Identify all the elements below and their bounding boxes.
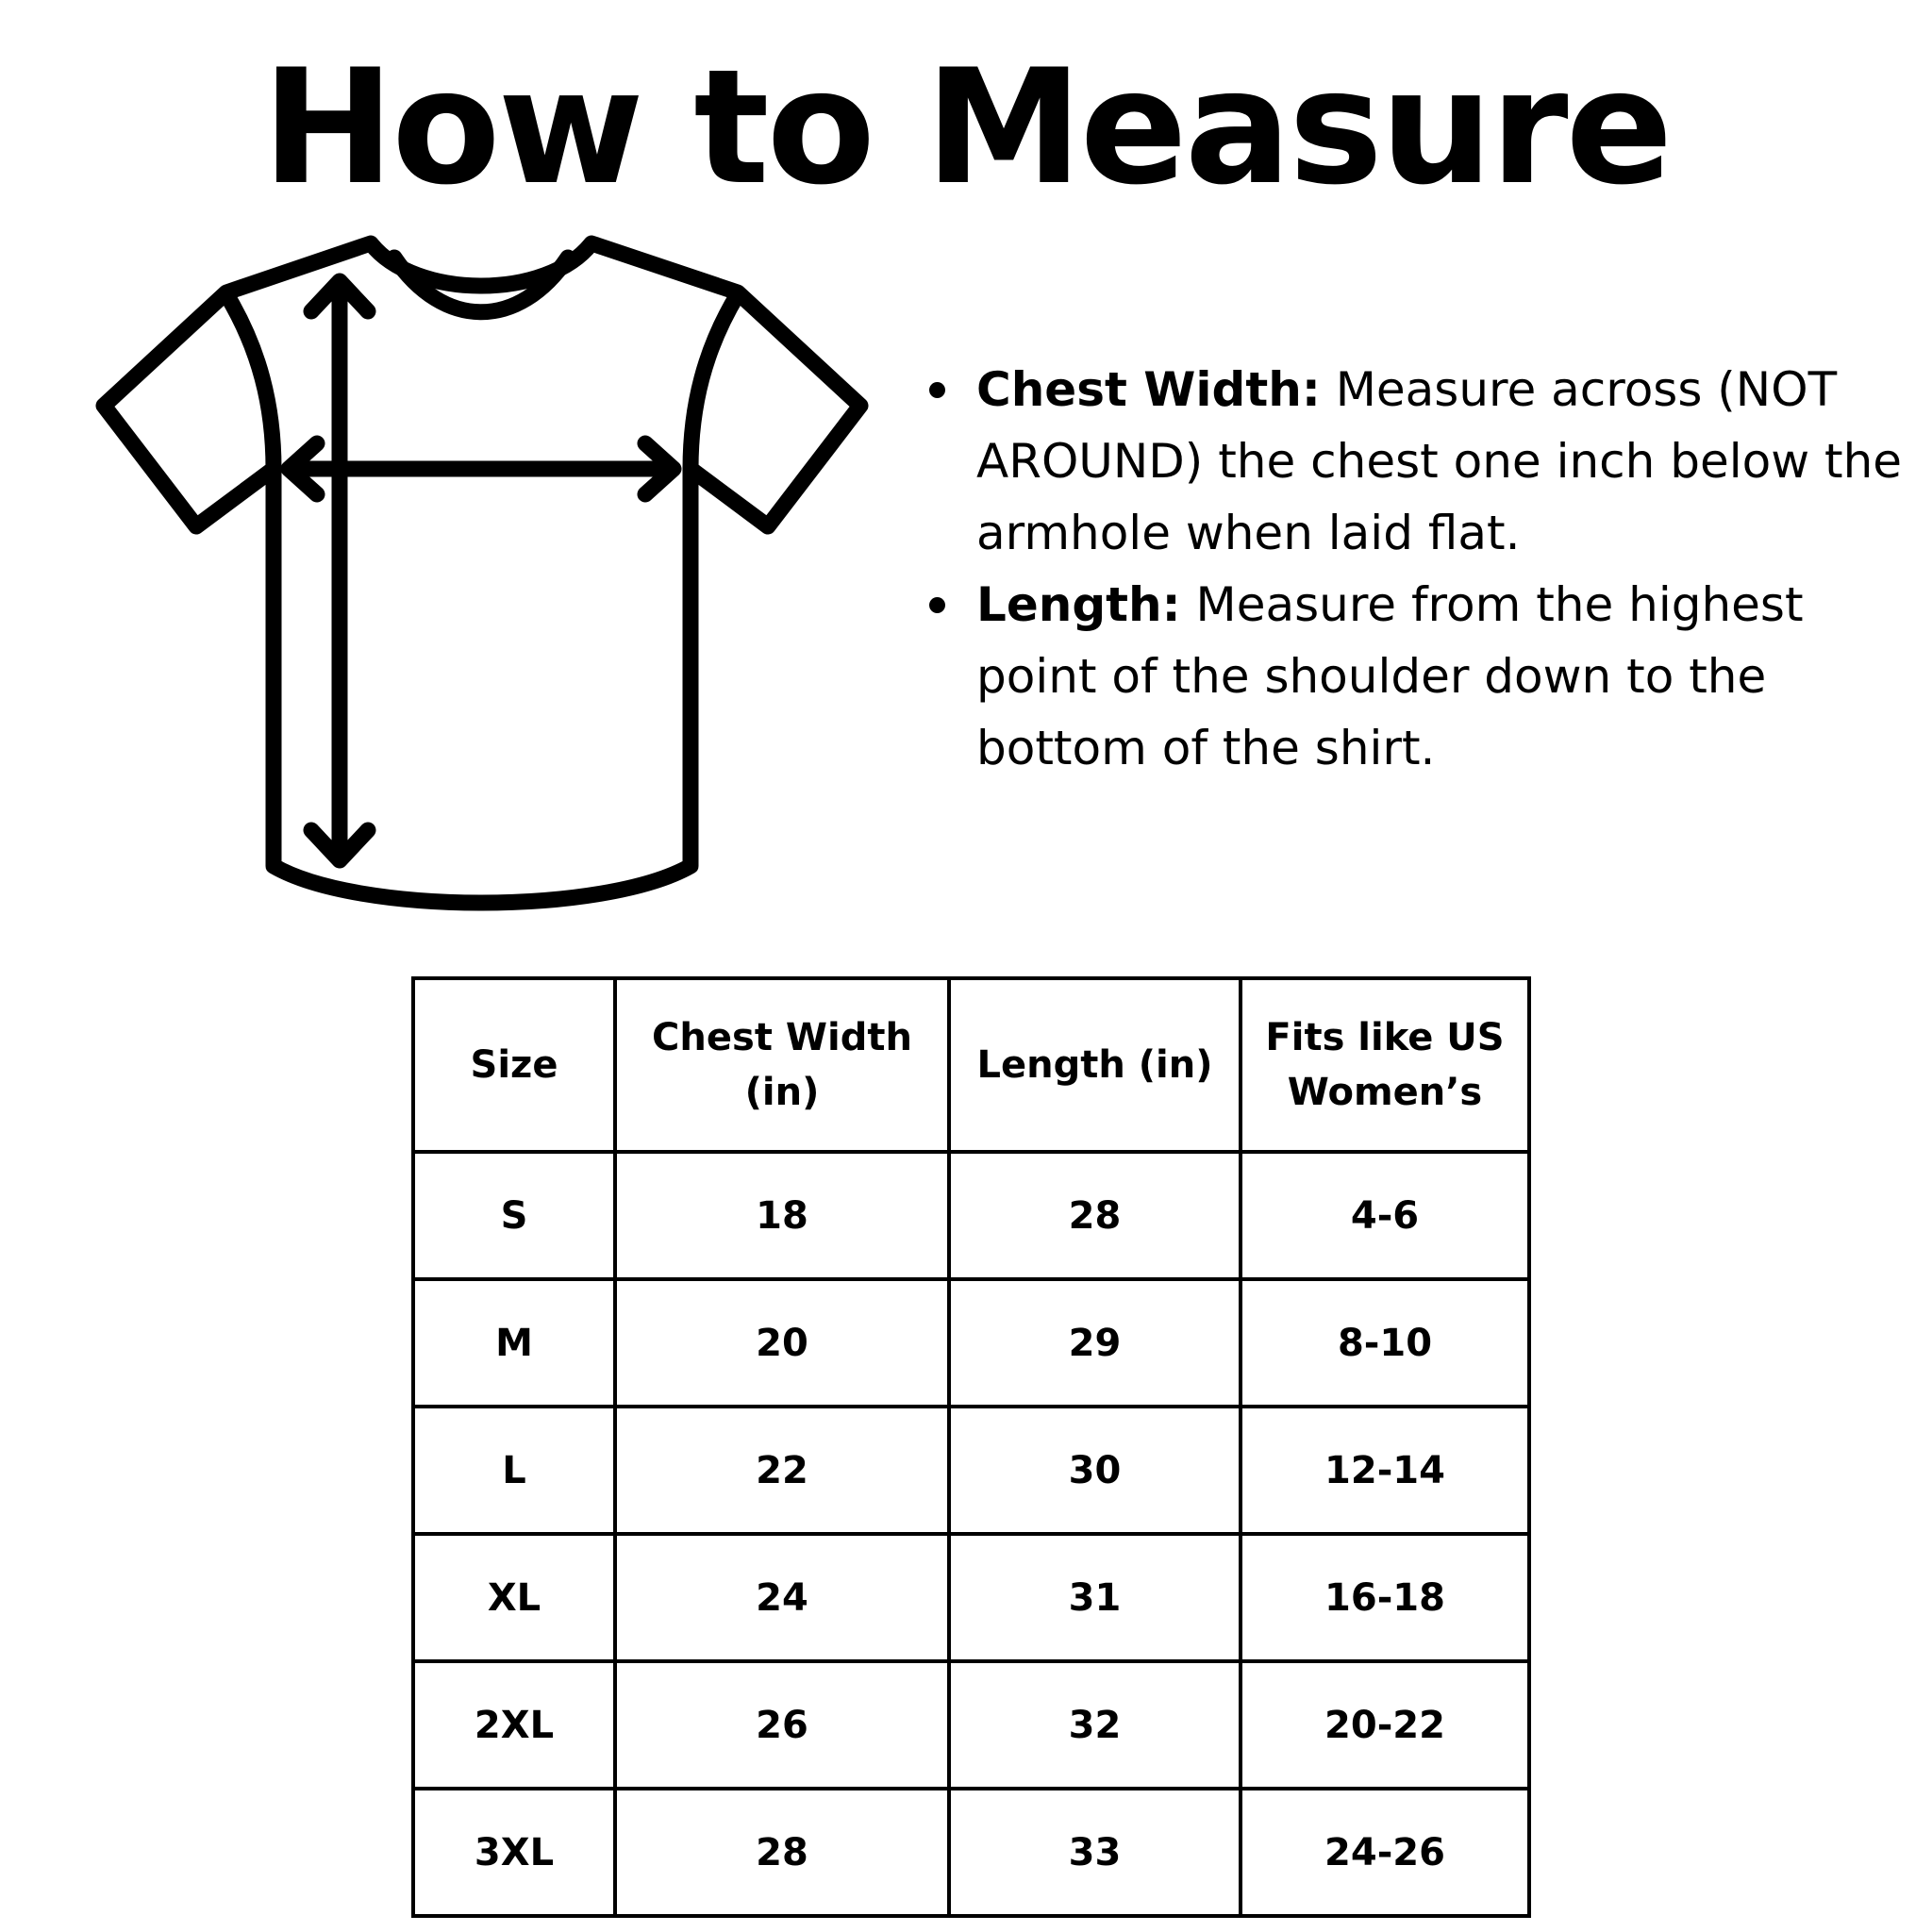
table-row	[413, 1661, 1529, 1789]
cell-chest-width: 22	[615, 1407, 949, 1534]
header-length: Length (in)	[949, 978, 1241, 1152]
cell-size: 3XL	[413, 1789, 615, 1916]
header-fits-like: Fits like US Women’s	[1241, 978, 1529, 1152]
table-row	[413, 1534, 1529, 1661]
cell-fits-like: 4-6	[1241, 1152, 1529, 1279]
header-size: Size	[413, 978, 615, 1152]
bullet-icon	[929, 382, 945, 398]
right-armhole-seam	[691, 294, 738, 469]
cell-size: M	[413, 1279, 615, 1407]
cell-length: 28	[949, 1152, 1241, 1279]
table-row	[413, 1789, 1529, 1916]
cell-chest-width: 24	[615, 1534, 949, 1661]
instruction-text: Measure from the highest point of the shoulder down to the bottom of the shirt.	[976, 577, 1804, 775]
measurement-instructions	[929, 354, 1910, 784]
instruction-term: Chest Width:	[976, 362, 1321, 417]
cell-length: 33	[949, 1789, 1241, 1916]
table-row	[413, 1407, 1529, 1534]
cell-chest-width: 20	[615, 1279, 949, 1407]
page-title: How to Measure	[261, 35, 1671, 220]
cell-size: XL	[413, 1534, 615, 1661]
cell-length: 32	[949, 1661, 1241, 1789]
instruction-chest-width	[929, 354, 1910, 569]
header-chest-width: Chest Width (in)	[615, 978, 949, 1152]
cell-chest-width: 26	[615, 1661, 949, 1789]
size-chart-table	[411, 976, 1531, 1918]
cell-length: 30	[949, 1407, 1241, 1534]
cell-size: S	[413, 1152, 615, 1279]
table-row	[413, 1279, 1529, 1407]
cell-size: 2XL	[413, 1661, 615, 1789]
cell-length: 29	[949, 1279, 1241, 1407]
cell-fits-like: 12-14	[1241, 1407, 1529, 1534]
table-header-row	[413, 978, 1529, 1152]
table-row	[413, 1152, 1529, 1279]
cell-size: L	[413, 1407, 615, 1534]
shirt-outline	[104, 243, 860, 903]
cell-chest-width: 28	[615, 1789, 949, 1916]
cell-length: 31	[949, 1534, 1241, 1661]
cell-chest-width: 18	[615, 1152, 949, 1279]
t-shirt-measurement-icon	[85, 226, 896, 943]
instruction-term: Length:	[976, 577, 1181, 632]
left-armhole-seam	[226, 294, 274, 469]
cell-fits-like: 20-22	[1241, 1661, 1529, 1789]
cell-fits-like: 24-26	[1241, 1789, 1529, 1916]
cell-fits-like: 16-18	[1241, 1534, 1529, 1661]
instruction-length	[929, 569, 1910, 784]
cell-fits-like: 8-10	[1241, 1279, 1529, 1407]
instruction-text: Measure across (NOT AROUND) the chest one inch below the armhole when laid flat.	[976, 362, 1903, 560]
bullet-icon	[929, 597, 945, 613]
